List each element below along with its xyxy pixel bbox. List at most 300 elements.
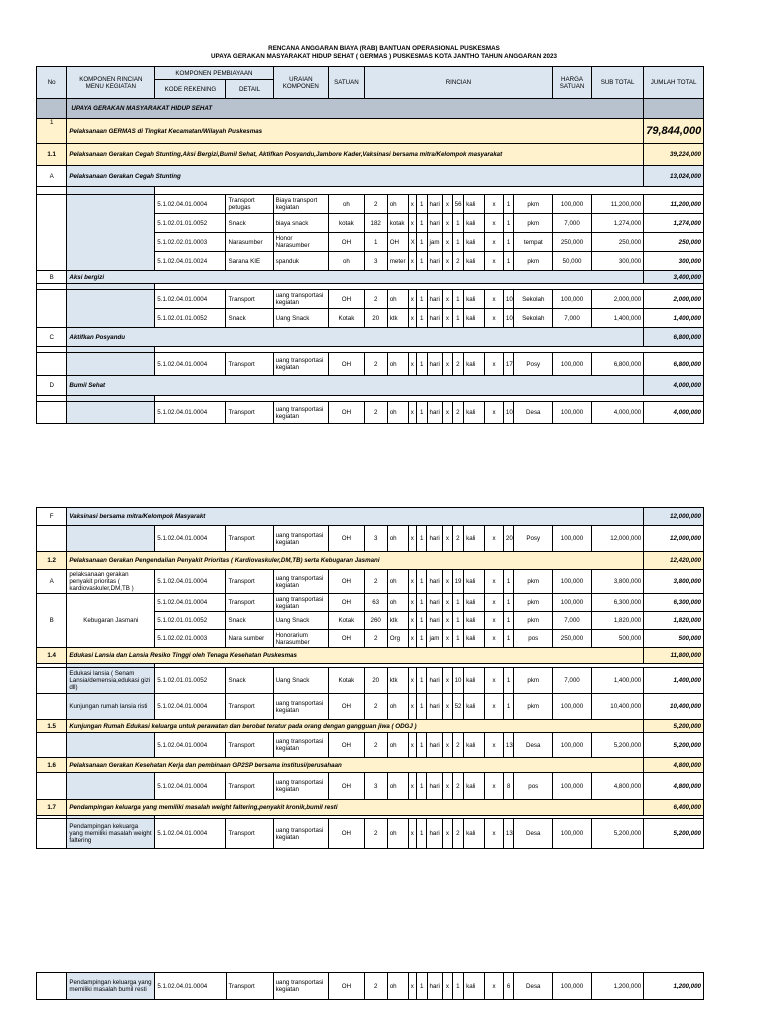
cell-satuan: kotak (329, 214, 365, 233)
cell-qty-4: 1 (503, 252, 513, 271)
cell-qty-1: 63 (364, 594, 387, 612)
cell-unit-1: oh (387, 526, 408, 552)
cell-unit-3: kali (464, 694, 485, 720)
cell-times-1: x (408, 570, 416, 594)
cell-qty-2: 1 (417, 694, 427, 720)
cell-unit-4: tempat (514, 233, 553, 252)
row-no (37, 668, 67, 694)
cell-unit-2: hari (427, 402, 443, 424)
document-subtitle: UPAYA GERAKAN MASYARAKAT HIDUP SEHAT ( GERMAS ) PUSKESMAS KOTA JANTHO TAHUN ANGGARAN 2023 (210, 53, 557, 60)
cell-unit-1: oh (387, 570, 408, 594)
section-title: Pelaksanaan Gerakan Cegah Stunting,Aksi Bergizi,Bumil Sehat, Aktifkan Posyandu,Jambore Kader,Vaksinasi bersama mitra/Kelompok masyarakat (67, 144, 644, 166)
cell-qty-2: 1 (417, 668, 427, 694)
cell-detail: Snack (226, 668, 273, 694)
section-total: 5,200,000 (644, 720, 704, 733)
cell-jumlah-total: 500,000 (644, 630, 704, 648)
cell-times-1: x (408, 290, 416, 309)
cell-times-3: x (485, 526, 504, 552)
cell-times-2: x (443, 570, 452, 594)
cell-qty-3: 2 (452, 353, 464, 376)
cell-unit-3: kali (464, 402, 485, 424)
subsection-row-b (37, 271, 704, 284)
cell-qty-3: 1 (452, 290, 464, 309)
cell-qty-4: 1 (503, 668, 513, 694)
cell-times-3: x (485, 309, 504, 328)
cell-unit-3: kali (464, 526, 485, 552)
row-menu (67, 733, 155, 758)
cell-unit-1: ktk (387, 668, 408, 694)
subsection-row-d (37, 376, 704, 396)
cell-sub-total: 4,800,000 (591, 773, 643, 800)
cell-jumlah-total: 12,000,000 (644, 526, 704, 552)
section-no: 1 (37, 119, 67, 144)
cell-times-2: x (443, 309, 452, 328)
cell-uraian: biaya snack (273, 214, 328, 233)
cell-kode-rekening: 5.1.02.04.01.0024 (155, 252, 226, 271)
cell-qty-4: 17 (503, 353, 513, 376)
cell-unit-4: Sekolah (514, 309, 553, 328)
cell-unit-1: Org (387, 630, 408, 648)
cell-qty-4: 8 (503, 773, 513, 800)
cell-qty-4: 1 (503, 214, 513, 233)
column-header-satuan: SATUAN (329, 67, 365, 99)
cell-uraian: Biaya transport kegiatan (273, 195, 328, 214)
table-row (37, 694, 704, 720)
cell-qty-2: 1 (417, 214, 427, 233)
section-total: 12,420,000 (644, 552, 704, 570)
cell-harga-satuan: 100,000 (553, 733, 592, 758)
cell-uraian: Uang Snack (273, 309, 328, 328)
document-title: RENCANA ANGGARAN BIAYA (RAB) BANTUAN OPERASIONAL PUSKESMAS (268, 45, 500, 52)
cell-qty-3: 2 (452, 733, 464, 758)
cell-jumlah-total: 1,274,000 (644, 214, 704, 233)
cell-unit-1: oh (387, 973, 408, 1000)
cell-detail: Transport (226, 694, 273, 720)
cell-qty-1: 20 (364, 668, 387, 694)
section-total: 6,400,000 (644, 800, 704, 816)
cell-times-1: x (408, 819, 416, 849)
section-title: Pelaksanaan Gerakan Kesehatan Kerja dan pembinaan GP2SP bersama institusi/perusahaan (67, 758, 644, 773)
cell-times-2: x (443, 594, 452, 612)
cell-detail: Transport (226, 570, 273, 594)
table-row (37, 290, 704, 309)
cell-satuan: oh (329, 252, 365, 271)
cell-satuan: OH (329, 973, 365, 1000)
cell-unit-1: kotak (387, 214, 408, 233)
cell-times-1: X (408, 233, 416, 252)
cell-unit-4: pkm (514, 195, 553, 214)
cell-qty-4: 1 (503, 594, 513, 612)
cell-sub-total: 300,000 (591, 252, 643, 271)
rows-f (37, 526, 704, 552)
column-header-uraian: URAIAN KOMPONEN (273, 67, 328, 99)
cell-unit-4: Desa (514, 733, 553, 758)
row-no (37, 733, 67, 758)
cell-satuan: OH (329, 290, 365, 309)
cell-detail: Sarana KIE (226, 252, 273, 271)
cell-unit-1: oh (387, 773, 408, 800)
table-row (37, 526, 704, 552)
cell-times-2: x (443, 353, 452, 376)
cell-qty-2: 1 (417, 402, 427, 424)
section-row-1-1 (37, 144, 704, 166)
cell-qty-1: 2 (364, 819, 387, 849)
cell-detail: Transport (226, 773, 273, 800)
cell-harga-satuan: 100,000 (553, 526, 592, 552)
cell-satuan: OH (329, 526, 365, 552)
row-menu (67, 195, 155, 271)
cell-unit-4: Desa (514, 402, 553, 424)
cell-qty-2: 1 (417, 819, 427, 849)
table-row (37, 570, 704, 594)
cell-times-1: x (408, 594, 416, 612)
cell-times-3: x (485, 668, 504, 694)
budget-table-page-3 (36, 972, 704, 1000)
cell-unit-4: Desa (514, 819, 553, 849)
cell-unit-2: hari (427, 668, 443, 694)
cell-qty-2: 1 (417, 309, 427, 328)
cell-times-2: x (443, 290, 452, 309)
cell-detail: Snack (226, 612, 273, 630)
cell-uraian: uang transportasi kegiatan (273, 402, 328, 424)
cell-sub-total: 6,800,000 (591, 353, 643, 376)
cell-uraian: uang transportasi kegiatan (273, 973, 328, 1000)
subsection-title: Aksi bergizi (67, 271, 644, 284)
subsection-total: 12,000,000 (644, 508, 704, 526)
row-menu (67, 526, 155, 552)
cell-qty-2: 1 (417, 612, 427, 630)
table-row (37, 973, 704, 1000)
cell-unit-1: oh (387, 694, 408, 720)
cell-times-3: x (485, 973, 504, 1000)
rows-1-7 (37, 819, 704, 849)
cell-times-3: x (485, 773, 504, 800)
row-no (37, 290, 67, 328)
cell-times-2: x (443, 668, 452, 694)
cell-qty-1: 2 (364, 402, 387, 424)
section-no: 1.5 (37, 720, 67, 733)
cell-harga-satuan: 100,000 (553, 353, 592, 376)
cell-qty-1: 2 (364, 353, 387, 376)
cell-unit-4: Sekolah (514, 290, 553, 309)
subsection-total: 6,800,000 (644, 328, 704, 347)
cell-kode-rekening: 5.1.02.04.01.0004 (155, 353, 226, 376)
cell-unit-3: kali (464, 594, 485, 612)
section-row-1-2 (37, 552, 704, 570)
column-header-subtotal: SUB TOTAL (591, 67, 643, 99)
cell-qty-1: 1 (364, 233, 387, 252)
row-menu (67, 353, 155, 376)
table-row (37, 594, 704, 612)
cell-unit-4: Posy (514, 526, 553, 552)
cell-qty-1: 260 (364, 612, 387, 630)
cell-unit-4: pkm (514, 594, 553, 612)
cell-times-3: x (485, 733, 504, 758)
subsection-total: 4,000,000 (644, 376, 704, 396)
cell-qty-3: 1 (452, 233, 464, 252)
cell-detail: Narasumber (226, 233, 273, 252)
section-no: 1.2 (37, 552, 67, 570)
cell-kode-rekening: 5.1.02.04.01.0004 (155, 819, 226, 849)
cell-qty-3: 19 (452, 570, 464, 594)
cell-times-2: x (443, 630, 452, 648)
cell-satuan: Kotak (329, 309, 365, 328)
cell-uraian: uang transportasi kegiatan (273, 353, 328, 376)
cell-qty-2: 1 (417, 353, 427, 376)
cell-harga-satuan: 100,000 (553, 819, 592, 849)
section-title: Pendampingan keluarga yang memiliki masalah weight faltering,penyakit kronik,bumil resti (67, 800, 644, 816)
cell-sub-total: 5,200,000 (591, 819, 643, 849)
cell-qty-4: 13 (503, 819, 513, 849)
cell-sub-total: 250,000 (591, 233, 643, 252)
row-menu: Kebugaran Jasmani (67, 594, 155, 648)
cell-sub-total: 500,000 (591, 630, 643, 648)
cell-detail: Transport (226, 594, 273, 612)
cell-kode-rekening: 5.1.02.01.01.0052 (155, 214, 226, 233)
cell-sub-total: 12,000,000 (591, 526, 643, 552)
cell-uraian: uang transportasi kegiatan (273, 526, 328, 552)
cell-uraian: Honorarium Narasumber (273, 630, 328, 648)
cell-satuan: OH (329, 733, 365, 758)
table-row (37, 195, 704, 214)
cell-unit-4: Desa (514, 973, 553, 1000)
cell-uraian: Honor Narasumber (273, 233, 328, 252)
cell-unit-2: hari (427, 526, 443, 552)
row-no (37, 353, 67, 376)
cell-jumlah-total: 4,000,000 (644, 402, 704, 424)
cell-sub-total: 1,274,000 (591, 214, 643, 233)
cell-detail: Snack (226, 214, 273, 233)
section-total: 39,224,000 (644, 144, 704, 166)
cell-unit-2: jam (427, 233, 443, 252)
column-header-rincian: RINCIAN (364, 67, 552, 99)
cell-unit-2: hari (427, 353, 443, 376)
cell-unit-1: oh (387, 195, 408, 214)
cell-qty-4: 1 (503, 233, 513, 252)
cell-unit-3: kali (464, 773, 485, 800)
cell-times-1: x (408, 195, 416, 214)
cell-harga-satuan: 7,000 (553, 309, 592, 328)
cell-jumlah-total: 4,800,000 (644, 773, 704, 800)
cell-unit-3: kali (464, 309, 485, 328)
cell-sub-total: 1,820,000 (591, 612, 643, 630)
cell-qty-1: 20 (364, 309, 387, 328)
cell-harga-satuan: 7,000 (553, 612, 592, 630)
cell-kode-rekening: 5.1.02.04.01.0004 (155, 195, 226, 214)
section-title: Pelaksanaan GERMAS di Tingkat Kecamatan/Wilayah Puskesmas (67, 119, 644, 144)
cell-times-1: x (408, 694, 416, 720)
cell-qty-4: 1 (503, 195, 513, 214)
cell-qty-1: 2 (364, 570, 387, 594)
cell-qty-1: 3 (364, 773, 387, 800)
cell-qty-2: 1 (417, 252, 427, 271)
cell-uraian: uang transportasi kegiatan (273, 290, 328, 309)
cell-times-1: x (408, 630, 416, 648)
cell-kode-rekening: 5.1.02.01.01.0052 (155, 612, 226, 630)
cell-times-1: x (408, 353, 416, 376)
cell-kode-rekening: 5.1.02.04.01.0004 (155, 773, 226, 800)
cell-unit-4: pos (514, 773, 553, 800)
cell-qty-3: 1 (452, 612, 464, 630)
cell-unit-1: OH (387, 233, 408, 252)
cell-times-2: x (443, 773, 452, 800)
cell-qty-1: 182 (364, 214, 387, 233)
cell-qty-4: 10 (503, 290, 513, 309)
cell-unit-3: kali (464, 233, 485, 252)
cell-times-1: x (408, 214, 416, 233)
rows-1-2-b (37, 594, 704, 648)
section-title: Kunjungan Rumah Edukasi keluarga untuk perawatan dan berobat teratur pada orang dengan gangguan jiwa ( ODGJ ) (67, 720, 644, 733)
cell-unit-3: kali (464, 819, 485, 849)
subsection-title: Vaksinasi bersama mitra/Kelompok Masyarakt (67, 508, 644, 526)
cell-satuan: Kotak (329, 668, 365, 694)
cell-harga-satuan: 100,000 (553, 570, 592, 594)
cell-satuan: oh (329, 195, 365, 214)
table-row (37, 733, 704, 758)
cell-qty-2: 1 (417, 233, 427, 252)
cell-unit-1: oh (387, 402, 408, 424)
cell-qty-1: 2 (364, 630, 387, 648)
category-row (37, 99, 704, 119)
subsection-row-c (37, 328, 704, 347)
row-no (37, 694, 67, 720)
cell-unit-2: hari (427, 694, 443, 720)
subsection-row-f (37, 508, 704, 526)
section-row-1-6 (37, 758, 704, 773)
cell-times-1: x (408, 526, 416, 552)
row-menu: Edukasi lansia ( Senam Lansia/demensia,edukasi gizi dll) (67, 668, 155, 694)
cell-unit-2: hari (427, 773, 443, 800)
rows-1-7-continued (37, 973, 704, 1000)
table-row (37, 819, 704, 849)
cell-qty-2: 1 (417, 733, 427, 758)
section-row-1-5 (37, 720, 704, 733)
table-row (37, 773, 704, 800)
subsection-total: 13,024,000 (644, 166, 704, 187)
cell-sub-total: 11,200,000 (591, 195, 643, 214)
cell-times-2: x (443, 233, 452, 252)
cell-qty-1: 3 (364, 526, 387, 552)
cell-qty-3: 1 (452, 973, 464, 1000)
cell-qty-4: 1 (503, 630, 513, 648)
cell-harga-satuan: 100,000 (553, 402, 592, 424)
cell-sub-total: 2,000,000 (591, 290, 643, 309)
row-menu: pelaksanaan gerakan penyakit prioritas ( kardiovaskuler,DM,TB ) (67, 570, 155, 594)
column-header-jumlah: JUMLAH TOTAL (644, 67, 704, 99)
cell-jumlah-total: 1,200,000 (644, 973, 704, 1000)
row-no (37, 402, 67, 424)
cell-jumlah-total: 2,000,000 (644, 290, 704, 309)
section-no: 1.1 (37, 144, 67, 166)
rows-1-4 (37, 668, 704, 720)
cell-jumlah-total: 5,200,000 (644, 819, 704, 849)
cell-qty-2: 1 (417, 195, 427, 214)
cell-satuan: OH (329, 694, 365, 720)
cell-kode-rekening: 5.1.02.02.01.0003 (155, 233, 226, 252)
subsection-no: A (37, 166, 67, 187)
cell-qty-3: 56 (452, 195, 464, 214)
cell-jumlah-total: 1,400,000 (644, 668, 704, 694)
cell-qty-2: 1 (417, 290, 427, 309)
cell-qty-1: 2 (364, 733, 387, 758)
cell-detail: Nara sumber (226, 630, 273, 648)
cell-times-3: x (485, 214, 504, 233)
rows-1-5 (37, 733, 704, 758)
cell-jumlah-total: 10,400,000 (644, 694, 704, 720)
cell-unit-3: kali (464, 733, 485, 758)
cell-unit-4: pkm (514, 252, 553, 271)
cell-qty-3: 2 (452, 819, 464, 849)
cell-kode-rekening: 5.1.02.04.01.0004 (155, 694, 226, 720)
cell-times-1: x (408, 309, 416, 328)
cell-times-3: x (485, 195, 504, 214)
cell-qty-3: 2 (452, 526, 464, 552)
cell-jumlah-total: 11,200,000 (644, 195, 704, 214)
rows-d (37, 402, 704, 424)
cell-qty-1: 3 (364, 252, 387, 271)
cell-unit-3: kali (464, 214, 485, 233)
cell-unit-3: kali (464, 973, 485, 1000)
cell-harga-satuan: 100,000 (553, 973, 592, 1000)
cell-times-3: x (485, 594, 504, 612)
section-no: 1.7 (37, 800, 67, 816)
cell-sub-total: 5,200,000 (591, 733, 643, 758)
cell-times-1: x (408, 402, 416, 424)
cell-unit-2: hari (427, 290, 443, 309)
section-no: 1.4 (37, 648, 67, 664)
cell-sub-total: 4,000,000 (591, 402, 643, 424)
cell-satuan: OH (329, 233, 365, 252)
section-total: 4,800,000 (644, 758, 704, 773)
cell-unit-3: kali (464, 290, 485, 309)
rows-c (37, 353, 704, 376)
cell-unit-2: hari (427, 819, 443, 849)
cell-kode-rekening: 5.1.02.04.01.0004 (155, 973, 226, 1000)
cell-detail: Transport (226, 526, 273, 552)
cell-times-1: x (408, 668, 416, 694)
column-header-no: No (37, 67, 67, 99)
cell-unit-4: pkm (514, 214, 553, 233)
row-no (37, 819, 67, 849)
cell-times-2: x (443, 252, 452, 271)
cell-times-1: x (408, 733, 416, 758)
row-no (37, 973, 67, 1000)
cell-unit-1: oh (387, 594, 408, 612)
cell-satuan: OH (329, 773, 365, 800)
cell-unit-1: oh (387, 290, 408, 309)
cell-uraian: uang transportasi kegiatan (273, 594, 328, 612)
cell-kode-rekening: 5.1.02.04.01.0004 (155, 733, 226, 758)
cell-times-3: x (485, 819, 504, 849)
cell-unit-3: kali (464, 353, 485, 376)
cell-times-1: x (408, 252, 416, 271)
cell-harga-satuan: 100,000 (553, 594, 592, 612)
cell-sub-total: 10,400,000 (591, 694, 643, 720)
cell-satuan: OH (329, 594, 365, 612)
cell-harga-satuan: 100,000 (553, 694, 592, 720)
cell-jumlah-total: 250,000 (644, 233, 704, 252)
cell-satuan: Kotak (329, 612, 365, 630)
cell-times-2: x (443, 694, 452, 720)
section-no: 1.6 (37, 758, 67, 773)
cell-qty-3: 10 (452, 668, 464, 694)
cell-harga-satuan: 7,000 (553, 668, 592, 694)
section-row-1 (37, 119, 704, 144)
table-row (37, 668, 704, 694)
cell-unit-2: hari (427, 309, 443, 328)
row-no (37, 195, 67, 271)
cell-detail: Transport (226, 353, 273, 376)
